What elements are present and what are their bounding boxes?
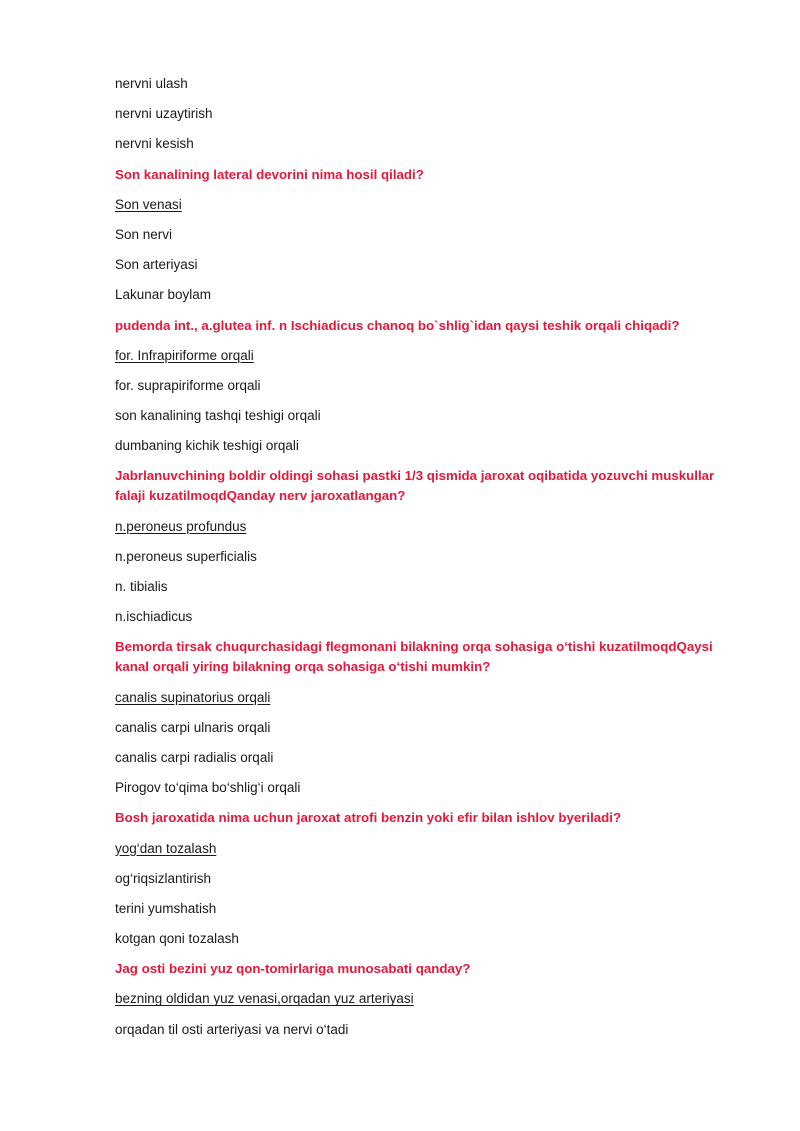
correct-answer-option: bezning oldidan yuz venasi,orqadan yuz arteriyasi: [115, 991, 414, 1007]
question-text: Jag osti bezini yuz qon-tomirlariga munosabati qanday?: [115, 961, 471, 977]
correct-answer-option: for. Infrapiriforme orqali: [115, 347, 254, 363]
answer-option: son kanalining tashqi teshigi orqali: [115, 408, 321, 424]
correct-answer-option: canalis supinatorius orqali: [115, 689, 271, 705]
answer-option: n.ischiadicus: [115, 609, 193, 625]
question-text: Son kanalining lateral devorini nima hosil qiladi?: [115, 166, 424, 182]
question-text: Bosh jaroxatida nima uchun jaroxat atrofi benzin yoki efir bilan ishlov byeriladi?: [115, 810, 622, 826]
question-text: Bemorda tirsak chuqurchasidagi flegmonani bilakning orqa sohasiga o‘tishi kuzatilmoqdQaysi kanal orqali yiring bilakning orqa sohasiga o‘tishi mumkin?: [115, 639, 713, 675]
answer-option: nervni uzaytirish: [115, 106, 213, 122]
answer-option: nervni kesish: [115, 136, 194, 152]
answer-option: for. suprapiriforme orqali: [115, 377, 261, 393]
quiz-content: [115, 74, 735, 1050]
answer-option: terini yumshatish: [115, 900, 217, 916]
correct-answer-option: yog‘dan tozalash: [115, 840, 217, 856]
answer-option: Son arteriyasi: [115, 257, 198, 273]
correct-answer-option: n.peroneus profundus: [115, 518, 247, 534]
answer-option: Son nervi: [115, 226, 173, 242]
question-text: Jabrlanuvchining boldir oldingi sohasi pastki 1/3 qismida jaroxat oqibatida yozuvchi muskullar falaji kuzatilmoqdQanday nerv jaroxatlangan?: [115, 468, 715, 504]
answer-option: n. tibialis: [115, 579, 168, 594]
answer-option: kotgan qoni tozalash: [115, 931, 239, 947]
answer-option: nervni ulash: [115, 76, 188, 91]
answer-option: canalis carpi radialis orqali: [115, 749, 274, 765]
answer-option: og‘riqsizlantirish: [115, 870, 212, 886]
answer-option: Lakunar boylam: [115, 287, 212, 303]
correct-answer-option: Son venasi: [115, 196, 182, 212]
answer-option: canalis carpi ulnaris orqali: [115, 719, 271, 735]
answer-option: Pirogov to‘qima bo‘shlig‘i orqali: [115, 780, 301, 796]
answer-option: dumbaning kichik teshigi orqali: [115, 438, 299, 454]
answer-option: orqadan til osti arteriyasi va nervi o‘tadi: [115, 1021, 349, 1037]
answer-option: n.peroneus superficialis: [115, 548, 257, 564]
question-text: pudenda int., a.glutea inf. n Ischiadicus chanoq bo`shlig`idan qaysi teshik orqali chiqadi?: [115, 317, 680, 333]
